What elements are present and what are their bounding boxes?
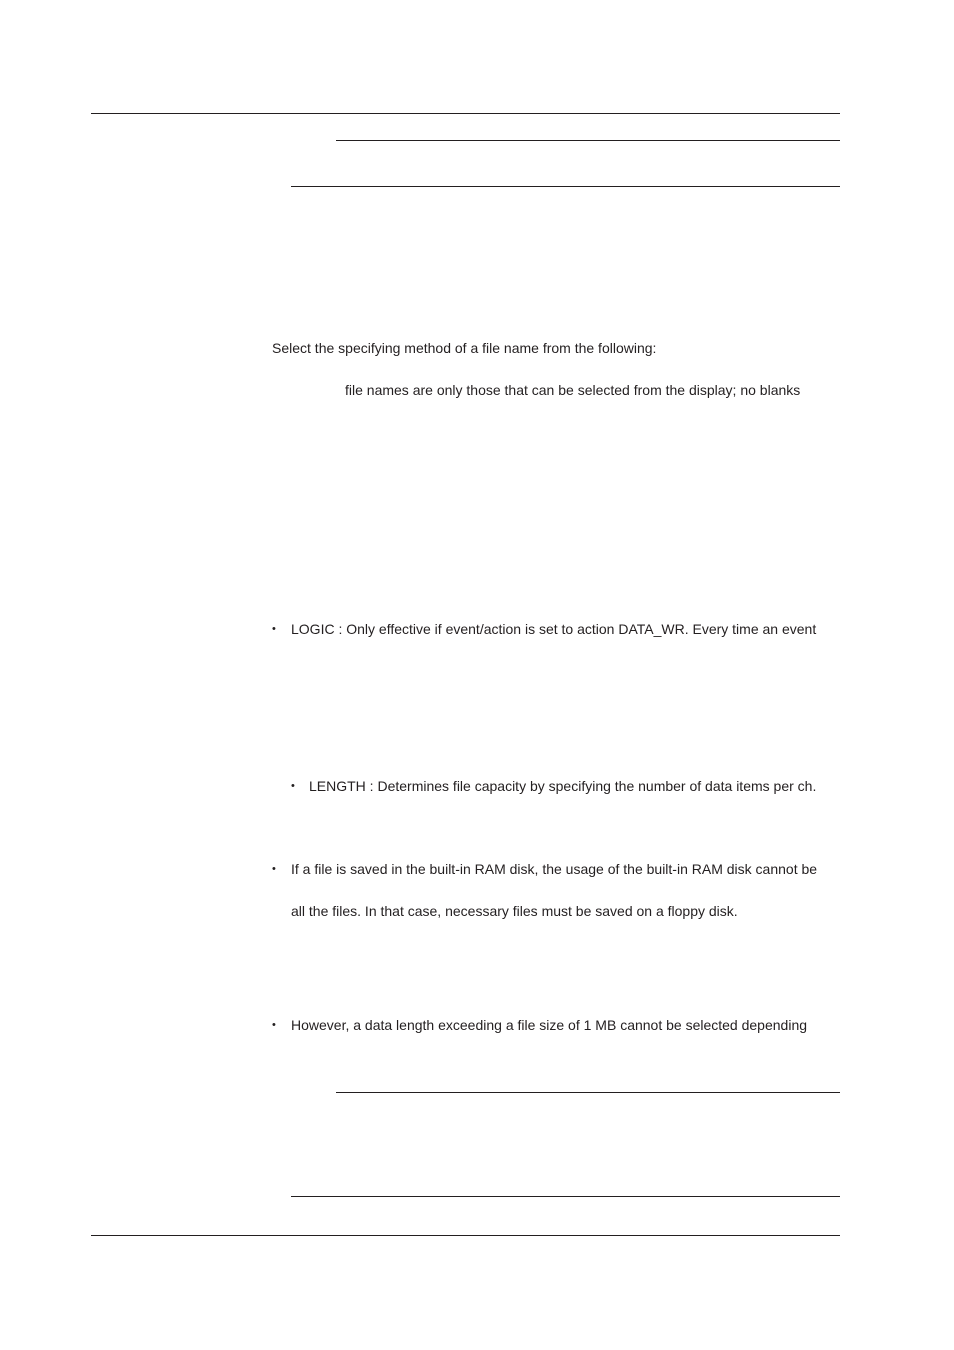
note-bottom-rule-1 xyxy=(336,1092,840,1093)
ram-disk-text-line-1: If a file is saved in the built-in RAM disk, the usage of the built-in RAM disk cannot be xyxy=(291,861,818,877)
bullet-data-length: • xyxy=(272,1019,276,1031)
bullet-length: • xyxy=(291,780,295,792)
intro-text: Select the specifying method of a file name from the following: xyxy=(272,340,657,356)
data-length-text: However, a data length exceeding a file size of 1 MB cannot be selected depending xyxy=(291,1017,808,1033)
note-top-rule-1 xyxy=(336,140,840,141)
file-names-text: file names are only those that can be selected from the display; no blanks xyxy=(345,382,801,398)
header-rule xyxy=(91,113,840,114)
note-top-rule-2 xyxy=(291,186,840,187)
logic-text: LOGIC : Only effective if event/action is set to action DATA_WR. Every time an event xyxy=(291,621,817,637)
bullet-logic: • xyxy=(272,623,276,635)
bullet-ram-disk: • xyxy=(272,863,276,875)
footer-rule xyxy=(91,1235,840,1236)
length-text: LENGTH : Determines file capacity by specifying the number of data items per ch. xyxy=(309,778,817,794)
note-bottom-rule-2 xyxy=(291,1196,840,1197)
ram-disk-text-line-2: all the files. In that case, necessary files must be saved on a floppy disk. xyxy=(291,903,738,919)
